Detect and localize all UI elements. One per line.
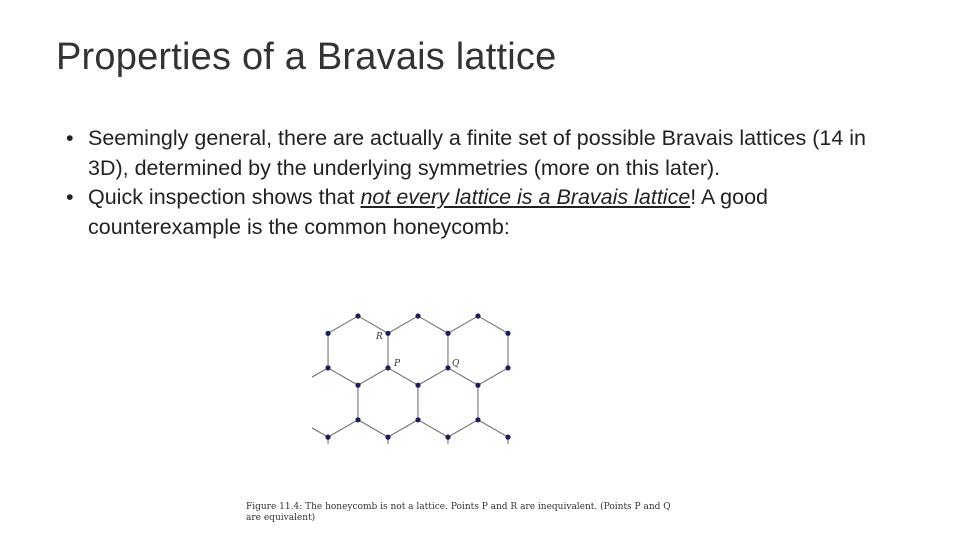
honeycomb-edge	[478, 420, 508, 437]
honeycomb-edge	[328, 368, 358, 385]
honeycomb-edge	[478, 368, 508, 385]
label-q: Q	[452, 359, 460, 369]
figure-caption: Figure 11.4: The honeycomb is not a lattice. Points P and R are inequivalent. (Points P and Q are equivalent)	[246, 502, 671, 523]
honeycomb-vertex	[385, 435, 390, 440]
honeycomb-edge	[358, 420, 388, 437]
honeycomb-edge	[418, 316, 448, 333]
honeycomb-vertex	[355, 417, 360, 422]
honeycomb-vertex	[325, 365, 330, 370]
bullet-item	[66, 124, 886, 183]
honeycomb-vertex	[505, 365, 510, 370]
honeycomb-edges	[312, 316, 508, 444]
honeycomb-vertex	[325, 331, 330, 336]
bullet-dot: •	[66, 126, 74, 150]
honeycomb-edge	[418, 368, 448, 385]
label-p: P	[394, 359, 401, 369]
honeycomb-vertex	[325, 435, 330, 440]
honeycomb-edge	[358, 368, 388, 385]
honeycomb-edge	[328, 316, 358, 333]
bullet-item	[66, 183, 886, 242]
honeycomb-vertex	[415, 417, 420, 422]
honeycomb-vertex	[385, 365, 390, 370]
honeycomb-edge	[448, 368, 478, 385]
honeycomb-vertex	[475, 383, 480, 388]
honeycomb-vertex	[445, 331, 450, 336]
label-r: R	[376, 332, 383, 342]
slide-title: Properties of a Bravais lattice	[56, 36, 557, 78]
honeycomb-vertex	[475, 313, 480, 318]
honeycomb-vertex	[415, 383, 420, 388]
bullet-emphasis: not every lattice is a Bravais lattice	[360, 185, 691, 209]
honeycomb-vertex	[505, 331, 510, 336]
honeycomb-edge	[448, 316, 478, 333]
bullet-text-after: ! A good counterexample is the common honeycomb:	[88, 185, 768, 239]
honeycomb-edge	[328, 420, 358, 437]
honeycomb-vertex	[355, 313, 360, 318]
honeycomb-vertex	[445, 365, 450, 370]
honeycomb-vertex	[355, 383, 360, 388]
honeycomb-edge	[478, 316, 508, 333]
honeycomb-edge	[388, 368, 418, 385]
honeycomb-edge	[388, 316, 418, 333]
honeycomb-edge	[418, 420, 448, 437]
honeycomb-vertex	[505, 435, 510, 440]
bullet-list	[66, 124, 886, 242]
honeycomb-edge	[358, 316, 388, 333]
honeycomb-edge	[312, 420, 328, 437]
bullet-text-before: Quick inspection shows that	[88, 185, 361, 209]
honeycomb-vertex	[385, 331, 390, 336]
honeycomb-figure	[312, 302, 516, 444]
honeycomb-vertex	[415, 313, 420, 318]
bullet-dot: •	[66, 185, 74, 209]
honeycomb-vertex	[475, 417, 480, 422]
bullet-text: Seemingly general, there are actually a finite set of possible Bravais lattices (14 in 3D), determined by the underlying symmetries (more on this later).	[88, 126, 866, 180]
honeycomb-edge	[388, 420, 418, 437]
honeycomb-vertex	[445, 435, 450, 440]
honeycomb-edge	[312, 368, 328, 385]
honeycomb-vertices	[312, 313, 511, 444]
honeycomb-edge	[448, 420, 478, 437]
